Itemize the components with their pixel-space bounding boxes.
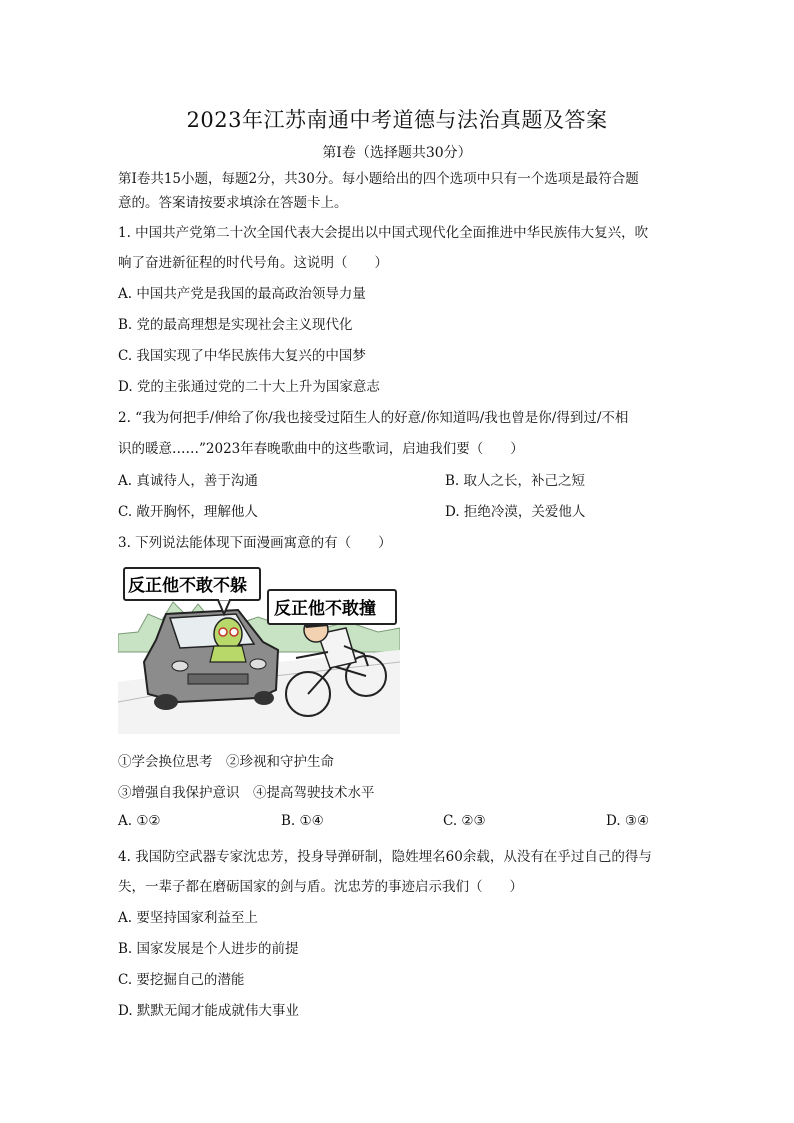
q2-option-a: A. 真诚待人，善于沟通 [118, 473, 258, 489]
q3-option-b: B. ①④ [281, 813, 324, 829]
page-title: 2023年江苏南通中考道德与法治真题及答案 [186, 108, 608, 132]
q2-stem: 2. “我为何把手/伸给了你/我也接受过陌生人的好意/你知道吗/我也曾是你/得到过/不相 [118, 410, 629, 426]
q1-option-d: D. 党的主张通过党的二十大上升为国家意志 [118, 379, 380, 395]
bubble-left-text: 反正他不敢不躲 [128, 576, 247, 596]
q2-option-d: D. 拒绝冷漠，关爱他人 [445, 504, 586, 520]
q3-option-d: D. ③④ [606, 813, 650, 829]
q4-stem: 失，一辈子都在磨砺国家的剑与盾。沈忠芳的事迹启示我们（ ） [118, 879, 523, 895]
q3-items: ③增强自我保护意识 ④提高驾驶技术水平 [118, 785, 375, 801]
q4-option-a: A. 要坚持国家利益至上 [118, 910, 258, 926]
q2-option-c: C. 敞开胸怀，理解他人 [118, 504, 258, 520]
section-heading: 第Ⅰ卷（选择题共30分） [322, 145, 472, 161]
q2-option-b: B. 取人之长，补己之短 [445, 473, 586, 489]
q4-option-b: B. 国家发展是个人进步的前提 [118, 941, 299, 957]
q3-stem: 3. 下列说法能体现下面漫画寓意的有（ ） [118, 535, 392, 551]
intro-text: 第Ⅰ卷共15小题，每题2分，共30分。每小题给出的四个选项中只有一个选项是最符合题 [118, 171, 639, 187]
q1-option-b: B. 党的最高理想是实现社会主义现代化 [118, 317, 353, 333]
q3-option-a: A. ①② [118, 813, 161, 829]
q2-stem: 识的暖意……”2023年春晚歌曲中的这些歌词，启迪我们要（ ） [118, 441, 524, 457]
q1-option-a: A. 中国共产党是我国的最高政治领导力量 [118, 286, 366, 302]
q1-stem: 1. 中国共产党第二十次全国代表大会提出以中国式现代化全面推进中华民族伟大复兴，吹 [118, 225, 649, 241]
q4-stem: 4. 我国防空武器专家沈忠芳，投身导弹研制，隐姓埋名60余载，从没有在乎过自己的得与 [118, 849, 652, 865]
q3-option-c: C. ②③ [443, 813, 486, 829]
q4-option-d: D. 默默无闻才能成就伟大事业 [118, 1003, 299, 1019]
bubble-right-text: 反正他不敢撞 [274, 599, 376, 619]
cartoon-illustration [118, 562, 400, 734]
q3-items: ①学会换位思考 ②珍视和守护生命 [118, 754, 334, 770]
q1-option-c: C. 我国实现了中华民族伟大复兴的中国梦 [118, 348, 366, 364]
q4-option-c: C. 要挖掘自己的潜能 [118, 972, 245, 988]
intro-text: 意的。答案请按要求填涂在答题卡上。 [118, 195, 348, 211]
q1-stem: 响了奋进新征程的时代号角。这说明（ ） [118, 255, 388, 271]
cartoon-drawing [118, 562, 400, 734]
